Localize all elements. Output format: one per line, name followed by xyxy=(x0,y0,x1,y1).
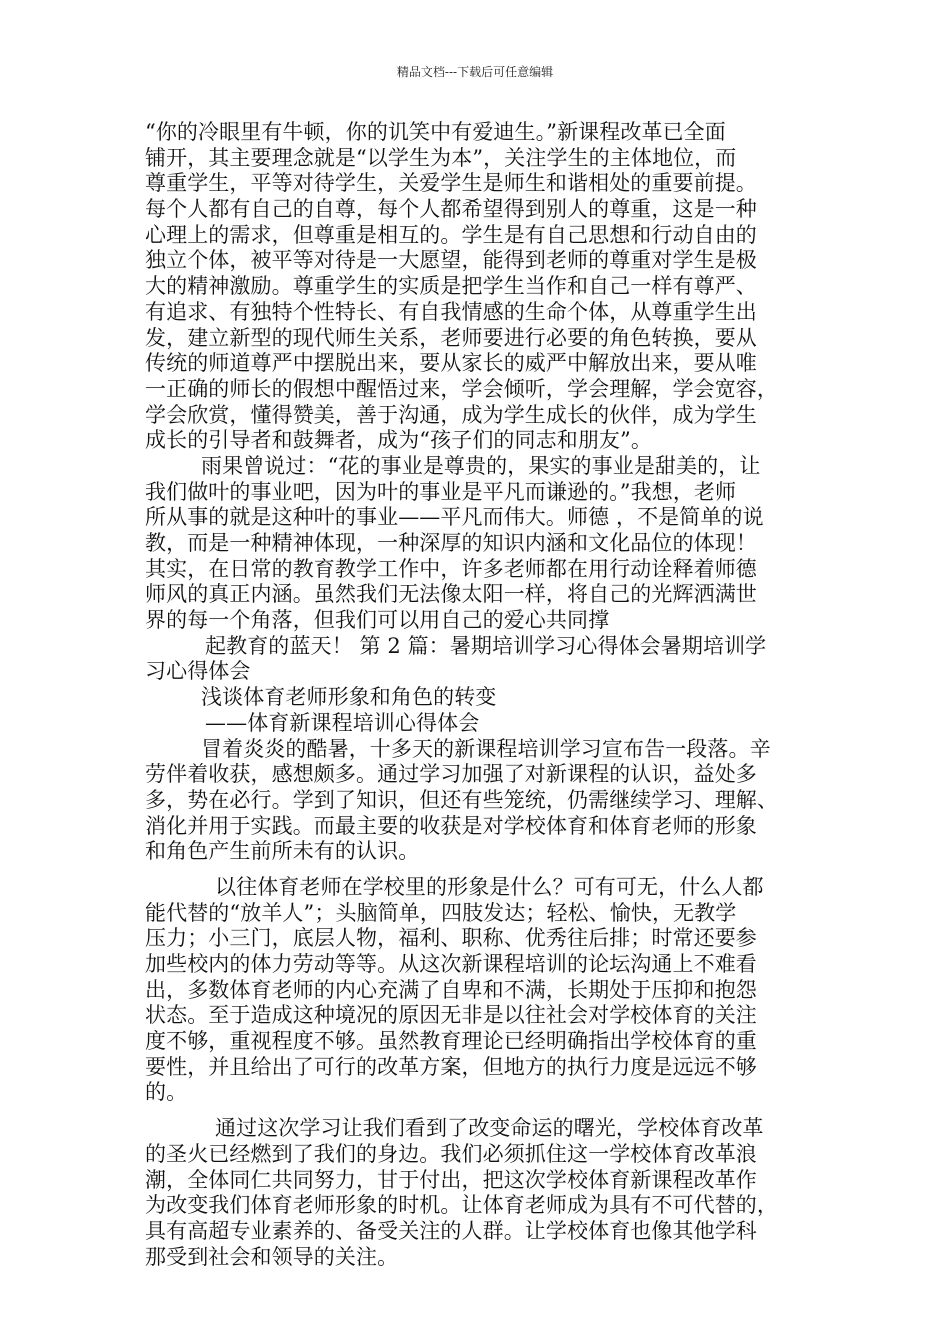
text-line: 加些校内的体力劳动等等。从这次新课程培训的论坛沟通上不难看 xyxy=(145,952,757,976)
text-line: 每个人都有自己的自尊，每个人都希望得到别人的尊重，这是一种 xyxy=(145,197,757,222)
section-title: 浅谈体育老师形象和角色的转变 xyxy=(201,685,497,710)
document-body xyxy=(145,120,825,1270)
text-line: 的圣火已经燃到了我们的身边。我们必须抓住这一学校体育改革浪 xyxy=(145,1141,757,1166)
text-line: 能代替的“放羊人”；头脑简单，四肢发达；轻松、愉快，无教学 xyxy=(145,900,737,925)
text-line: 冒着炎炎的酷暑，十多天的新课程培训学习宣布告一段落。辛 xyxy=(201,736,771,761)
text-line: 状态。至于造成这种境况的原因无非是以往社会对学校体育的关注 xyxy=(145,1003,757,1028)
text-line: 习心得体会 xyxy=(145,659,251,684)
text-line: 所从事的就是这种叶的事业——平凡而伟大。师德 ，不是简单的说 xyxy=(145,505,764,530)
text-line: 出，多数体育老师的内心充满了自卑和不满，长期处于压抑和抱怨 xyxy=(145,977,757,1002)
text-line: 压力；小三门，底层人物，福利、职称、优秀往后排；时常还要参 xyxy=(145,926,757,951)
text-line: 度不够，重视程度不够。虽然教育理论已经明确指出学校体育的重 xyxy=(145,1029,757,1054)
text-line: 潮，全体同仁共同努力，甘于付出，把这次学校体育新课程改革作 xyxy=(145,1167,757,1192)
text-line: 劳伴着收获，感想颇多。通过学习加强了对新课程的认识，益处多 xyxy=(145,762,757,787)
text-line: 通过这次学习让我们看到了改变命运的曙光，学校体育改革 xyxy=(215,1116,764,1141)
text-line: 为改变我们体育老师形象的时机。让体育老师成为具有不可代替的， xyxy=(145,1193,778,1218)
text-line: 铺开，其主要理念就是“以学生为本”，关注学生的主体地位，而 xyxy=(145,145,737,170)
text-line: 发，建立新型的现代师生关系，老师要进行必要的角色转换，要从 xyxy=(145,325,757,350)
text-line: 教，而是一种精神体现，一种深厚的知识内涵和文化品位的体现！ xyxy=(145,531,757,555)
text-line: 其实，在日常的教育教学工作中，许多老师都在用行动诠释着师德 xyxy=(145,556,757,581)
text-line: 心理上的需求，但尊重是相互的。学生是有自己思想和行动自由的 xyxy=(145,222,757,247)
text-line: 雨果曾说过：“花的事业是尊贵的，果实的事业是甜美的，让 xyxy=(201,453,761,478)
text-line: 我们做叶的事业吧，因为叶的事业是平凡而谦逊的。”我想，老师 xyxy=(145,479,737,504)
text-line: 学会欣赏，懂得赞美，善于沟通，成为学生成长的伙伴，成为学生 xyxy=(145,402,757,427)
text-line: 和角色产生前所未有的认识。 xyxy=(145,839,420,864)
text-line: 要性，并且给出了可行的改革方案，但地方的执行力度是远远不够 xyxy=(145,1054,757,1079)
text-line: 起教育的蓝天！ 第 2 篇：暑期培训学习心得体会暑期培训学 xyxy=(205,633,767,658)
text-line: 尊重学生，平等对待学生，关爱学生是师生和谐相处的重要前提。 xyxy=(145,171,757,196)
text-line: 的。 xyxy=(145,1080,188,1105)
text-line: 师风的真正内涵。虽然我们无法像太阳一样，将自己的光辉洒满世 xyxy=(145,582,757,607)
text-line: 传统的师道尊严中摆脱出来，要从家长的威严中解放出来，要从唯 xyxy=(145,351,757,376)
text-line: 以往体育老师在学校里的形象是什么？可有可无，什么人都 xyxy=(215,874,764,899)
section-subtitle: ——体育新课程培训心得体会 xyxy=(205,710,480,735)
header-note: 精品文档---下载后可任意编辑 xyxy=(396,65,554,79)
text-line: 有追求、有独特个性特长、有自我情感的生命个体，从尊重学生出 xyxy=(145,299,757,324)
text-line: 独立个体，被平等对待是一大愿望，能得到老师的尊重对学生是极 xyxy=(145,248,757,273)
text-line: 那受到社会和领导的关注。 xyxy=(145,1244,399,1269)
text-line: 多，势在必行。学到了知识，但还有些笼统，仍需继续学习、理解、 xyxy=(145,787,778,812)
text-line: 具有高超专业素养的、备受关注的人群。让学校体育也像其他学科 xyxy=(145,1218,757,1243)
text-line: 界的每一个角落，但我们可以用自己的爱心共同撑 xyxy=(145,608,610,633)
text-line: 大的精神激励。尊重学生的实质是把学生当作和自己一样有尊严、 xyxy=(145,274,757,299)
text-line: “你的冷眼里有牛顿，你的讥笑中有爱迪生。”新课程改革已全面 xyxy=(145,120,726,144)
text-line: 成长的引导者和鼓舞者，成为“孩子们的同志和朋友”。 xyxy=(145,428,652,453)
text-line: 消化并用于实践。而最主要的收获是对学校体育和体育老师的形象 xyxy=(145,813,757,838)
text-line: 一正确的师长的假想中醒悟过来，学会倾听，学会理解，学会宽容， xyxy=(145,376,778,401)
